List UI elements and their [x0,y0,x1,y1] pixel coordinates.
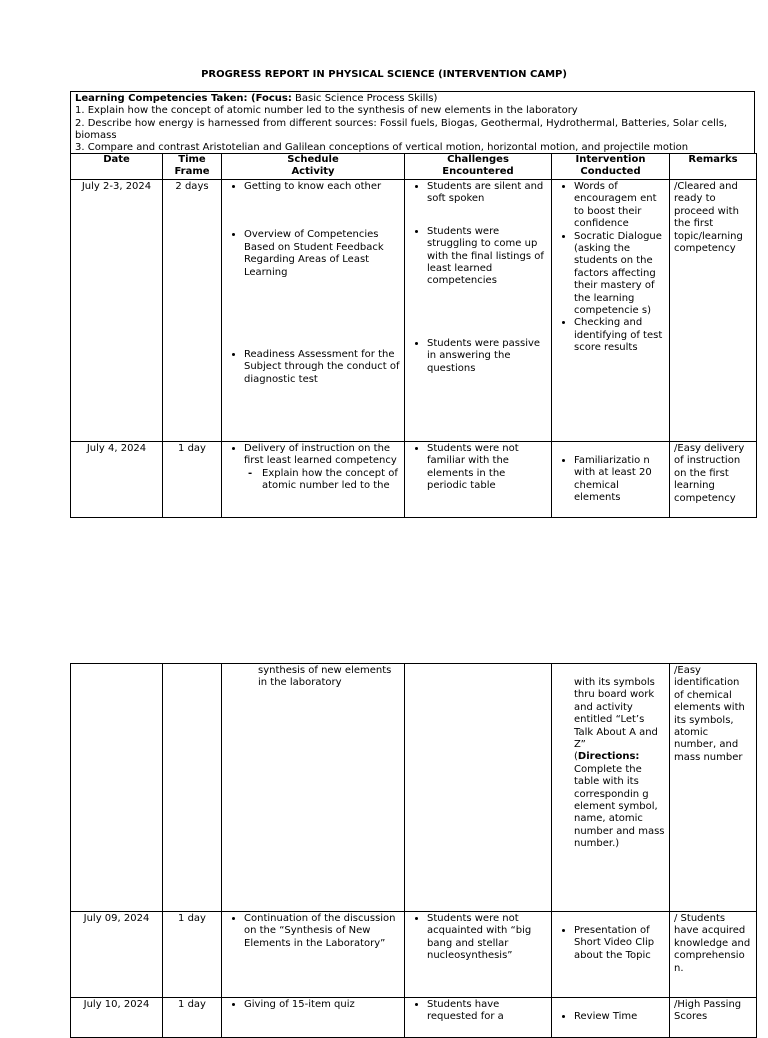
list-item: • Presentation of Short Video Clip about the Topic [574,925,665,962]
intervention-text: with its symbols thru board work and activity entitled “Let’s Talk About A and Z” [574,677,658,751]
progress-table-page-1 [70,153,757,518]
table-row [71,912,757,998]
list-item: • Review Time [574,1011,665,1023]
list-item: • Readiness Assessment for the Subject through the conduct of diagnostic test [244,349,400,386]
list-item: • Getting to know each other [244,181,400,193]
row-time: 1 day [163,442,222,518]
row-remarks: / Students have acquired knowledge and comprehensio n. [670,912,757,998]
list-item: • Students were not familiar with the elements in the periodic table [427,443,547,493]
list-item: • Overview of Competencies Based on Student Feedback Regarding Areas of Least Learning [244,229,400,279]
list-item: • Continuation of the discussion on the “Synthesis of New Elements in the Laboratory” [244,913,400,950]
list-item: • Familiarizatio n with at least 20 chemical elements [574,455,665,505]
row-intervention [552,442,670,518]
row-activity [222,442,405,518]
row-time: 2 days [163,180,222,442]
table-header-row [71,154,757,180]
progress-table-page-2 [70,663,757,1038]
list-item: • Students were struggling to come up with the final listings of least learned competencies [427,226,547,288]
competencies-heading: Learning Competencies Taken: (Focus: Basic Science Process Skills) [75,93,438,104]
page-title: PROGRESS REPORT IN PHYSICAL SCIENCE (INTERVENTION CAMP) [201,69,567,80]
row-intervention [552,180,670,442]
row-date: July 2-3, 2024 [71,180,163,442]
row-remarks: /Cleared and ready to proceed with the first topic/learning competency [670,180,757,442]
row-activity [222,998,405,1038]
header-remarks: Remarks [670,154,757,180]
row-date [71,664,163,912]
list-item: • Students were not acquainted with “big bang and stellar nucleosynthesis” [427,913,547,963]
table-row [71,664,757,912]
row-time: 1 day [163,998,222,1038]
row-challenges [405,998,552,1038]
table-row [71,998,757,1038]
row-challenges [405,912,552,998]
row-activity [222,180,405,442]
learning-competencies-box [70,91,755,153]
sub-list-item: - Explain how the concept of atomic number led to the [262,468,400,493]
list-item: • Students are silent and soft spoken [427,181,547,206]
header-schedule-activity: Schedule Activity [222,154,405,180]
row-challenges [405,442,552,518]
competency-3: 3. Compare and contrast Aristotelian and Galilean conceptions of vertical motion, horizontal motion, and projectile motion [75,142,689,154]
list-item: • Words of encouragem ent to boost their confidence [574,181,665,231]
row-date: July 09, 2024 [71,912,163,998]
competency-1: 1. Explain how the concept of atomic number led to the synthesis of new elements in the laboratory [75,105,578,117]
header-challenges: Challenges Encountered [405,154,552,180]
row-intervention [552,912,670,998]
row-time: 1 day [163,912,222,998]
list-item: • Socratic Dialogue (asking the students on the factors affecting their mastery of the learning competencie s) [574,231,665,318]
header-date: Date [71,154,163,180]
row-remarks: /High Passing Scores [670,998,757,1038]
row-activity [222,912,405,998]
row-remarks: /Easy identification of chemical elements with its symbols, atomic number, and mass number [670,664,757,912]
list-item: • Students have requested for a [427,999,547,1024]
intervention-directions: (Directions: Complete the table with its correspondin g element symbol, name, atomic number and mass number.) [574,751,665,850]
list-item: • Delivery of instruction on the first least learned competency - Explain how the concept of atomic number led to the [244,443,400,493]
row-time [163,664,222,912]
header-time-frame: Time Frame [163,154,222,180]
table-row [71,180,757,442]
row-activity: synthesis of new elements in the laboratory [222,664,405,912]
row-intervention [552,998,670,1038]
row-intervention [552,664,670,912]
list-item: • Giving of 15-item quiz [244,999,400,1011]
header-intervention: Intervention Conducted [552,154,670,180]
row-date: July 10, 2024 [71,998,163,1038]
row-date: July 4, 2024 [71,442,163,518]
table-row [71,442,757,518]
competency-2: 2. Describe how energy is harnessed from different sources: Fossil fuels, Biogas, Geothermal, Hydrothermal, Batteries, Solar cells, biomass [75,117,728,141]
row-challenges [405,180,552,442]
list-item: • Students were passive in answering the questions [427,338,547,375]
list-item: • Checking and identifying of test score results [574,317,665,354]
row-challenges [405,664,552,912]
row-remarks: /Easy delivery of instruction on the first learning competency [670,442,757,518]
